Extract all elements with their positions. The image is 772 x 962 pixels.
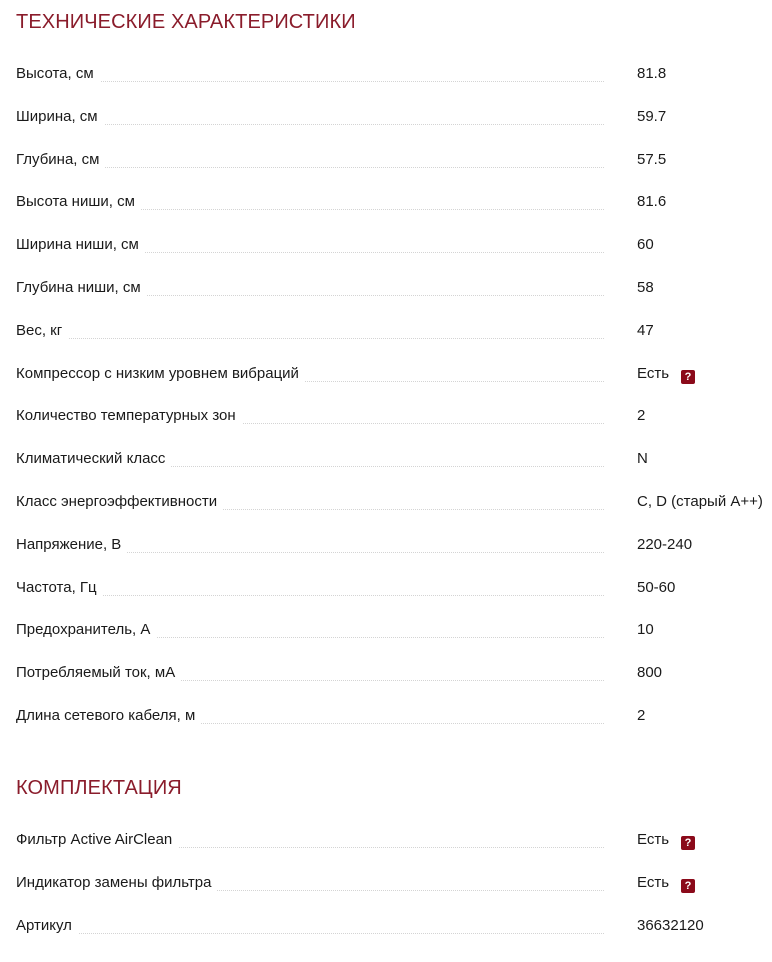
- dotted-leader: [16, 595, 604, 596]
- spec-value-wrap: [637, 233, 654, 257]
- spec-row: [0, 447, 772, 471]
- spec-name: Ширина ниши, см: [16, 233, 145, 257]
- spec-name: Высота ниши, см: [16, 190, 141, 214]
- spec-value: 59.7: [637, 108, 667, 125]
- spec-value: 47: [637, 322, 654, 339]
- spec-value-wrap: [637, 404, 645, 428]
- spec-row: [0, 362, 772, 386]
- spec-row: [0, 148, 772, 172]
- spec-value: Есть: [637, 831, 670, 848]
- section-title-specs: ТЕХНИЧЕСКИЕ ХАРАКТЕРИСТИКИ: [16, 11, 356, 33]
- spec-value: 10: [637, 621, 654, 638]
- spec-name: Артикул: [16, 914, 78, 938]
- spec-row: [0, 576, 772, 600]
- spec-name: Класс энергоэффективности: [16, 490, 223, 514]
- spec-value: 81.8: [637, 65, 667, 82]
- spec-value: N: [637, 450, 648, 467]
- spec-row: [0, 490, 772, 514]
- spec-row: [0, 914, 772, 938]
- dotted-leader: [16, 933, 604, 934]
- spec-row: [0, 105, 772, 129]
- spec-row: [0, 276, 772, 300]
- spec-row: [0, 618, 772, 642]
- spec-name: Потребляемый ток, мА: [16, 661, 181, 685]
- spec-name: Компрессор с низким уровнем вибраций: [16, 362, 305, 386]
- spec-row: [0, 319, 772, 343]
- spec-row: [0, 828, 772, 852]
- spec-value-wrap: [637, 914, 704, 938]
- spec-value: 81.6: [637, 193, 667, 210]
- spec-value-wrap: [637, 62, 666, 86]
- spec-value-wrap: [637, 148, 666, 172]
- spec-value: 220-240: [637, 536, 693, 553]
- spec-name: Напряжение, В: [16, 533, 127, 557]
- help-icon[interactable]: ?: [681, 879, 695, 893]
- spec-value-wrap: [637, 276, 654, 300]
- spec-value-wrap: [637, 190, 666, 214]
- spec-row: [0, 233, 772, 257]
- spec-value-wrap: [637, 704, 645, 728]
- spec-value: 36632120: [637, 917, 704, 934]
- spec-value-wrap: [637, 447, 648, 471]
- help-icon[interactable]: ?: [681, 836, 695, 850]
- spec-value-wrap: [637, 618, 654, 642]
- spec-name: Высота, см: [16, 62, 100, 86]
- spec-value-wrap: [637, 871, 695, 895]
- spec-name: Количество температурных зон: [16, 404, 242, 428]
- spec-value: 800: [637, 664, 663, 681]
- spec-value-wrap: [637, 319, 654, 343]
- spec-value-wrap: [637, 828, 695, 852]
- spec-row: [0, 871, 772, 895]
- spec-value: 58: [637, 279, 654, 296]
- spec-row: [0, 661, 772, 685]
- spec-name: Длина сетевого кабеля, м: [16, 704, 201, 728]
- spec-value: Есть: [637, 365, 670, 382]
- spec-value: 50-60: [637, 579, 676, 596]
- spec-value: C, D (старый A++): [637, 493, 763, 510]
- spec-row: [0, 533, 772, 557]
- spec-name: Фильтр Active AirClean: [16, 828, 178, 852]
- spec-value-wrap: [637, 576, 675, 600]
- spec-value: 60: [637, 236, 654, 253]
- spec-name: Частота, Гц: [16, 576, 103, 600]
- spec-name: Ширина, см: [16, 105, 104, 129]
- spec-row: [0, 62, 772, 86]
- spec-value: Есть: [637, 874, 670, 891]
- spec-row: [0, 404, 772, 428]
- spec-row: [0, 704, 772, 728]
- dotted-leader: [16, 338, 604, 339]
- spec-name: Вес, кг: [16, 319, 68, 343]
- help-icon[interactable]: ?: [681, 370, 695, 384]
- spec-name: Климатический класс: [16, 447, 171, 471]
- spec-value-wrap: [637, 105, 666, 129]
- dotted-leader: [16, 81, 604, 82]
- spec-value: 2: [637, 707, 646, 724]
- spec-value-wrap: [637, 661, 662, 685]
- spec-value-wrap: [637, 490, 763, 514]
- dotted-leader: [16, 124, 604, 125]
- spec-name: Индикатор замены фильтра: [16, 871, 217, 895]
- spec-value: 2: [637, 407, 646, 424]
- spec-name: Глубина ниши, см: [16, 276, 147, 300]
- spec-name: Предохранитель, А: [16, 618, 156, 642]
- spec-value: 57.5: [637, 151, 667, 168]
- spec-row: [0, 190, 772, 214]
- spec-value-wrap: [637, 533, 692, 557]
- spec-name: Глубина, см: [16, 148, 105, 172]
- section-title-equipment: КОМПЛЕКТАЦИЯ: [16, 777, 182, 799]
- spec-value-wrap: [637, 362, 695, 386]
